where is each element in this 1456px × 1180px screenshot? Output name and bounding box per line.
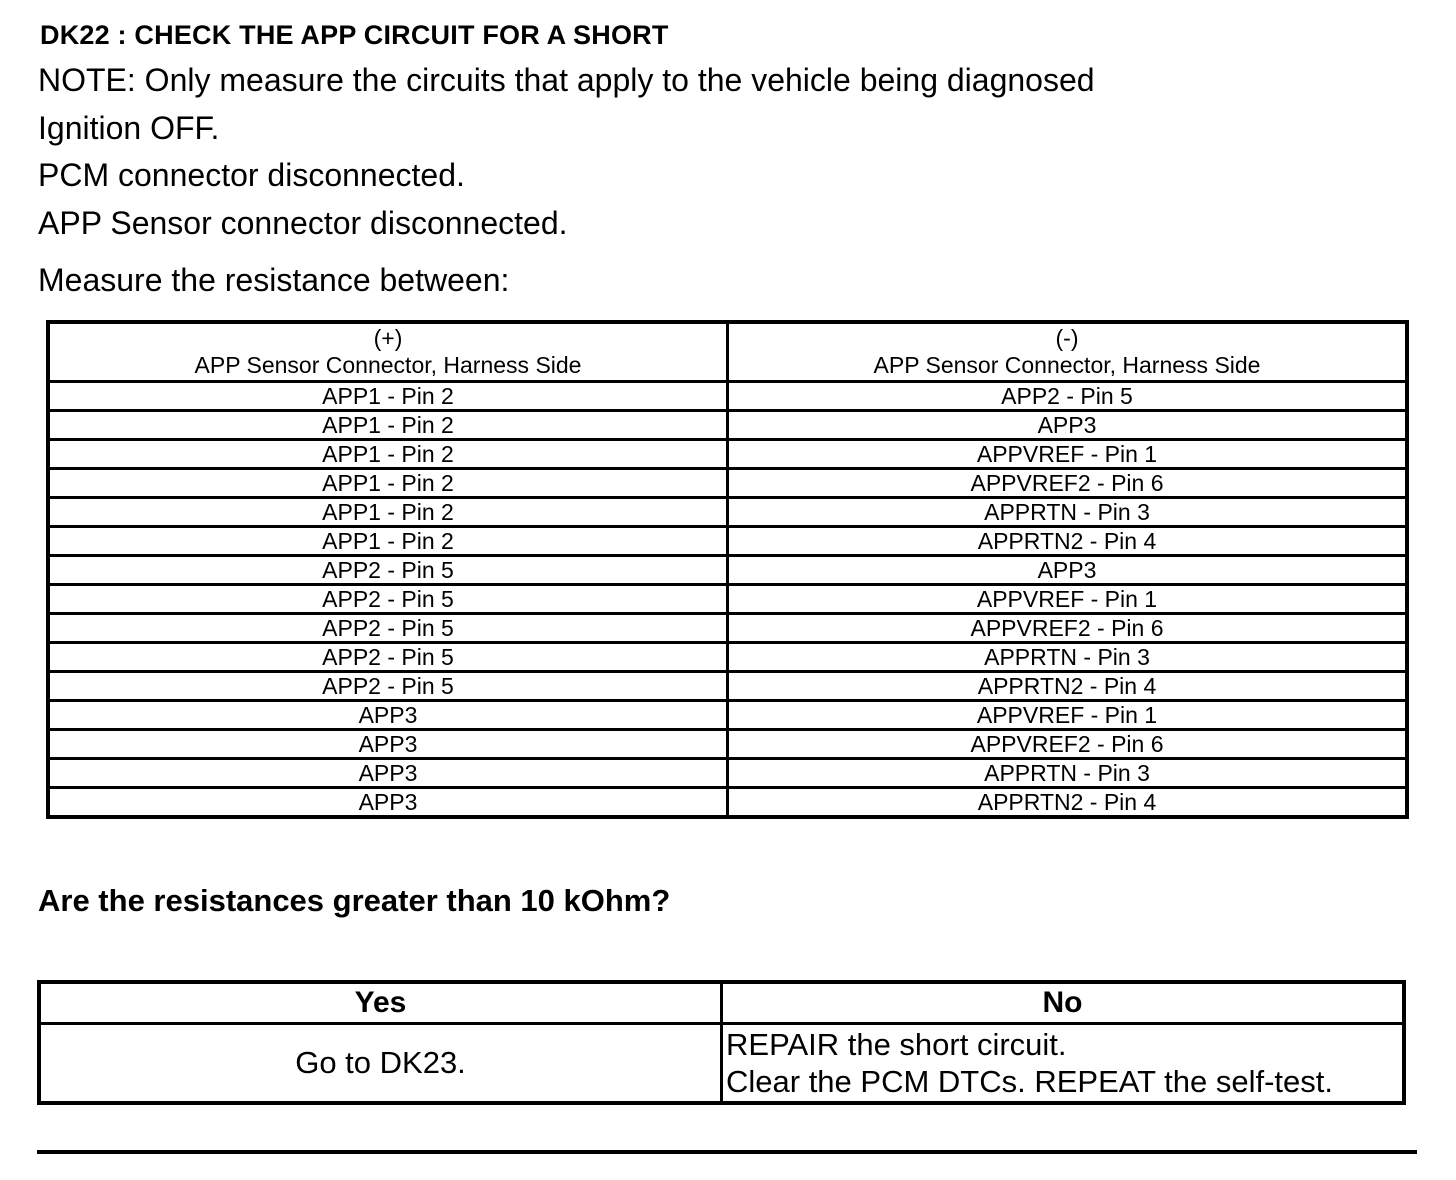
negative-label: APP Sensor Connector, Harness Side	[873, 352, 1261, 378]
table-header-row	[48, 322, 1407, 382]
negative-cell: APPRTN - Pin 3	[728, 498, 1408, 527]
table-row	[48, 788, 1407, 818]
negative-cell: APPVREF - Pin 1	[728, 585, 1408, 614]
positive-cell: APP2 - Pin 5	[48, 672, 728, 701]
positive-cell: APP2 - Pin 5	[48, 643, 728, 672]
page-title: DK22 : CHECK THE APP CIRCUIT FOR A SHORT	[40, 20, 669, 50]
decision-header-row	[39, 982, 1404, 1024]
negative-cell: APPRTN2 - Pin 4	[728, 788, 1408, 818]
positive-label: APP Sensor Connector, Harness Side	[194, 352, 582, 378]
positive-cell: APP1 - Pin 2	[48, 382, 728, 411]
table-row	[48, 730, 1407, 759]
positive-cell: APP1 - Pin 2	[48, 411, 728, 440]
negative-cell: APPVREF2 - Pin 6	[728, 469, 1408, 498]
step-pcm-connector: PCM connector disconnected.	[38, 157, 465, 193]
yes-header: Yes	[39, 982, 722, 1024]
table-row	[48, 469, 1407, 498]
measurement-table	[46, 320, 1409, 819]
bottom-divider	[37, 1150, 1417, 1154]
positive-cell: APP2 - Pin 5	[48, 614, 728, 643]
negative-sign: (-)	[1055, 325, 1079, 351]
positive-cell: APP3	[48, 730, 728, 759]
yes-action: Go to DK23.	[39, 1024, 722, 1104]
positive-cell: APP3	[48, 788, 728, 818]
decision-table	[37, 980, 1406, 1105]
table-row	[48, 643, 1407, 672]
positive-sign: (+)	[373, 325, 403, 351]
table-row	[48, 498, 1407, 527]
negative-cell: APPRTN - Pin 3	[728, 759, 1408, 788]
no-header: No	[722, 982, 1405, 1024]
positive-cell: APP1 - Pin 2	[48, 469, 728, 498]
negative-cell: APP3	[728, 556, 1408, 585]
positive-cell: APP3	[48, 701, 728, 730]
table-row	[48, 440, 1407, 469]
table-row	[48, 382, 1407, 411]
negative-cell: APPVREF - Pin 1	[728, 440, 1408, 469]
step-app-connector: APP Sensor connector disconnected.	[38, 205, 568, 241]
step-ignition: Ignition OFF.	[38, 110, 220, 146]
negative-cell: APPVREF - Pin 1	[728, 701, 1408, 730]
positive-cell: APP1 - Pin 2	[48, 440, 728, 469]
table-row	[48, 701, 1407, 730]
negative-cell: APPRTN - Pin 3	[728, 643, 1408, 672]
no-action-line: Clear the PCM DTCs. REPEAT the self-test.	[726, 1064, 1333, 1099]
positive-cell: APP2 - Pin 5	[48, 585, 728, 614]
table-row	[48, 527, 1407, 556]
positive-cell: APP1 - Pin 2	[48, 527, 728, 556]
no-action-line: REPAIR the short circuit.	[726, 1027, 1067, 1062]
negative-cell: APPVREF2 - Pin 6	[728, 614, 1408, 643]
negative-cell: APP2 - Pin 5	[728, 382, 1408, 411]
header-positive	[48, 322, 728, 382]
no-action	[722, 1024, 1405, 1104]
negative-cell: APPRTN2 - Pin 4	[728, 527, 1408, 556]
table-row	[48, 672, 1407, 701]
table-row	[48, 411, 1407, 440]
decision-action-row	[39, 1024, 1404, 1104]
negative-cell: APPRTN2 - Pin 4	[728, 672, 1408, 701]
note-text: NOTE: Only measure the circuits that apply to the vehicle being diagnosed	[38, 62, 1095, 98]
table-row	[48, 585, 1407, 614]
negative-cell: APP3	[728, 411, 1408, 440]
positive-cell: APP1 - Pin 2	[48, 498, 728, 527]
table-row	[48, 614, 1407, 643]
decision-question: Are the resistances greater than 10 kOhm?	[38, 883, 671, 918]
positive-cell: APP2 - Pin 5	[48, 556, 728, 585]
header-negative	[728, 322, 1408, 382]
table-row	[48, 759, 1407, 788]
negative-cell: APPVREF2 - Pin 6	[728, 730, 1408, 759]
positive-cell: APP3	[48, 759, 728, 788]
table-row	[48, 556, 1407, 585]
measure-instruction: Measure the resistance between:	[38, 262, 510, 298]
